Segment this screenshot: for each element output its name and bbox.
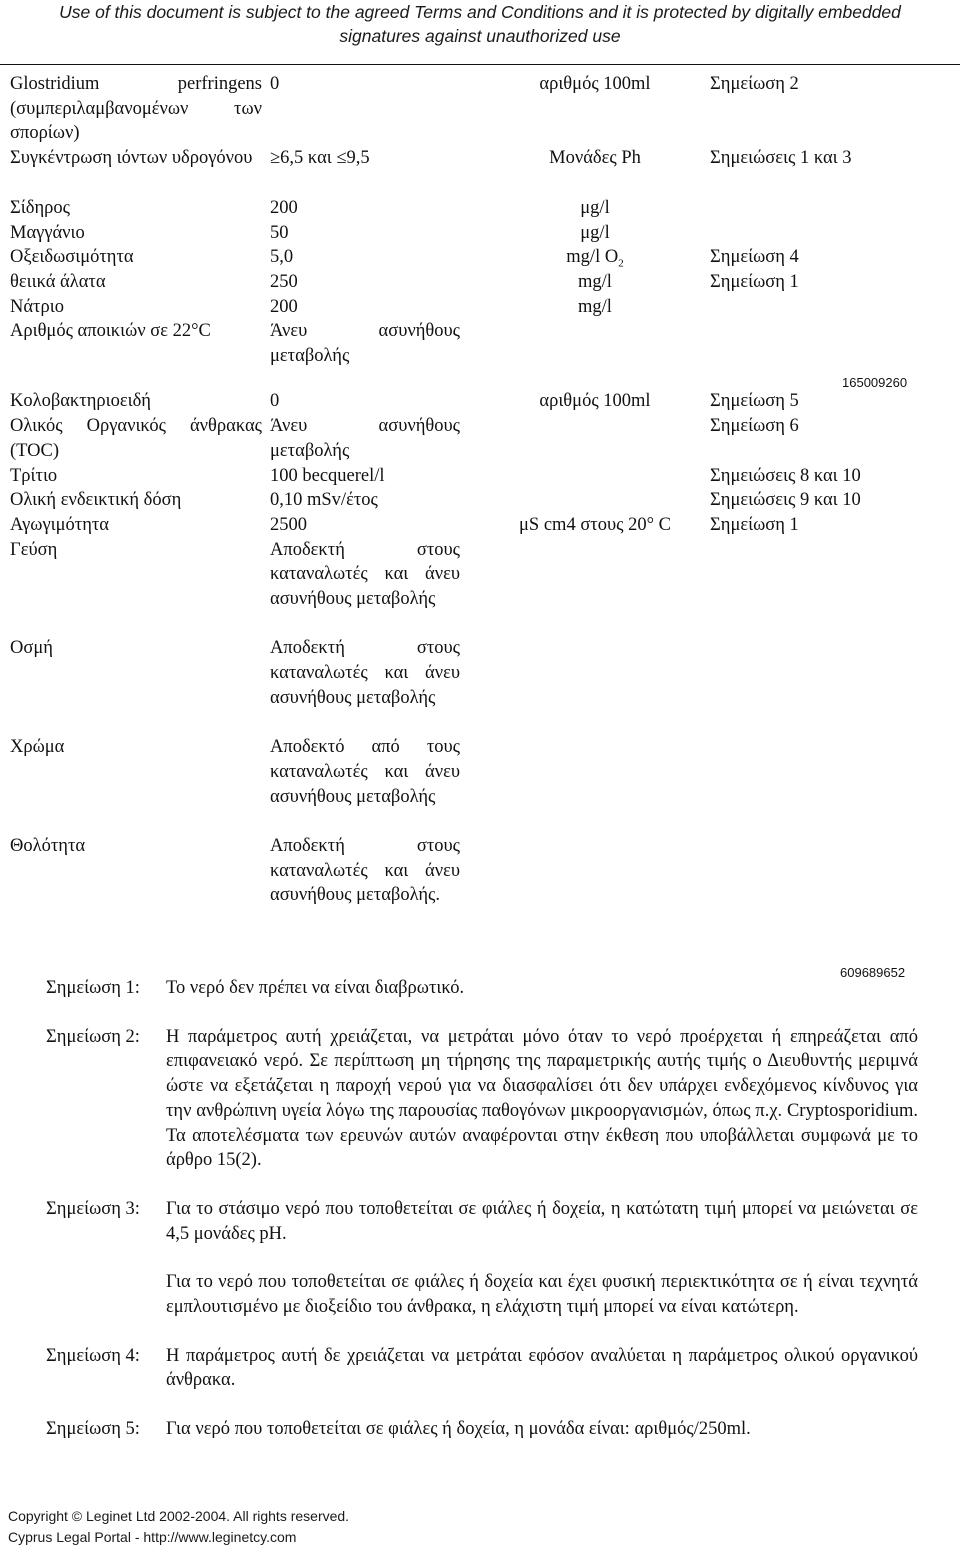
param-name: Σίδηρος (10, 198, 70, 218)
copyright-text: Copyright © Leginet Ltd 2002-2004. All rights reserved. (8, 1508, 350, 1524)
param-unit: μg/l (580, 222, 610, 243)
header-divider (0, 64, 960, 65)
param-name: Γεύση (10, 539, 58, 560)
reference-number: 165009260 (842, 375, 908, 390)
table-row (10, 513, 950, 538)
table-row (10, 146, 950, 196)
table-row (10, 221, 950, 246)
table-row (10, 72, 950, 146)
param-note: Σημείωση 2 (710, 74, 799, 94)
header-line-1: Use of this document is subject to the agreed Terms and Conditions and it is protected by digitally embedded (59, 2, 901, 22)
table-row (10, 295, 950, 320)
table-row (10, 270, 950, 295)
param-value: Άνευ ασυνήθους μεταβολής (270, 321, 460, 367)
param-value: Αποδεκτό από τους καταναλωτές και άνευ ασυνήθους μεταβολής (270, 737, 460, 807)
unit-text: mg/l O (566, 247, 619, 268)
param-note: Σημείωση 1 (710, 514, 799, 535)
note-text (166, 976, 918, 1001)
param-value: 100 becquerel/l (270, 465, 385, 486)
param-value: 2500 (270, 514, 307, 535)
param-unit (480, 245, 710, 270)
param-name: Οσμή (10, 638, 53, 659)
table-row (10, 464, 950, 489)
param-value: 200 (270, 198, 298, 218)
note-text (166, 1417, 918, 1442)
note-item (46, 976, 918, 1001)
note-paragraph: Το νερό δεν πρέπει να είναι διαβρωτικό. (166, 978, 465, 998)
param-value: 0 (270, 391, 280, 412)
param-value: Αποδεκτή στους καταναλωτές και άνευ ασυνήθους μεταβολής (270, 539, 460, 609)
param-note: Σημείωση 1 (710, 272, 799, 293)
param-unit: mg/l (578, 272, 612, 293)
table-row (10, 196, 950, 221)
param-note: Σημείωση 5 (710, 391, 799, 412)
param-name: Οξειδωσιμότητα (10, 247, 134, 268)
note-label: Σημείωση 2: (46, 1026, 140, 1047)
param-note: Σημειώσεις 9 και 10 (710, 490, 861, 511)
param-value: ≥6,5 και ≤9,5 (270, 148, 370, 168)
param-name: Glostridium perfringens (συμπεριλαμβανομένων των σπορίων) (10, 74, 262, 144)
param-note: Σημειώσεις 1 και 3 (710, 148, 852, 168)
param-unit: μS cm4 στους 20° C (519, 514, 671, 535)
note-text (166, 1025, 918, 1173)
note-paragraph: Η παράμετρος αυτή δε χρειάζεται να μετράται εφόσον αναλύεται η παράμετρος ολικού οργανικού άνθρακα. (166, 1345, 918, 1391)
table-row (10, 834, 950, 933)
note-paragraph: Για νερό που τοποθετείται σε φιάλες ή δοχεία, η μονάδα είναι: αριθμός/250ml. (166, 1419, 751, 1440)
table-row (10, 319, 950, 389)
param-name: θειικά άλατα (10, 272, 106, 293)
param-value: Άνευ ασυνήθους μεταβολής (270, 416, 460, 461)
table-row (10, 636, 950, 735)
param-note: Σημείωση 6 (710, 416, 799, 437)
param-name: Νάτριο (10, 296, 64, 317)
param-name: Χρώμα (10, 737, 65, 758)
parameter-table (10, 72, 950, 933)
footer (8, 1506, 349, 1548)
note-paragraph: Η παράμετρος αυτή χρειάζεται, να μετράται μόνο όταν το νερό προέρχεται ή επηρεάζεται από επιφανειακό νερό. Σε περίπτωση μη τήρησης της παραμετρικής αυτής τιμής ο Διευθυντής μεριμνά ώστε να εξετάζεται η παροχή νερού για να διασφαλίσει ότι δεν υπάρχει ενδεχόμενος κίνδυνος για την ανθρώπινη υγεία λόγω της παρουσίας παθογόνων μικροοργανισμών, όπως π.χ. Cryptosporidium. Τα αποτελέσματα των ερευνών αυτών αναφέρονται στην έκθεση που υποβάλλεται συμφωνά με το άρθρο 15(2). (166, 1026, 918, 1171)
param-unit: αριθμός 100ml (539, 74, 651, 94)
param-name: Μαγγάνιο (10, 222, 85, 243)
note-label: Σημείωση 1: (46, 978, 140, 998)
param-note: Σημειώσεις 8 και 10 (710, 465, 861, 486)
header-line-2: signatures against unauthorized use (339, 26, 621, 46)
table-row (10, 245, 950, 270)
param-note: Σημείωση 4 (710, 247, 799, 268)
param-name: Θολότητα (10, 835, 86, 856)
param-name: Τρίτιο (10, 465, 58, 486)
note-item (46, 1197, 918, 1320)
table-row (10, 735, 950, 834)
param-value: 50 (270, 222, 289, 243)
note-label: Σημείωση 4: (46, 1345, 140, 1366)
note-paragraph: Για το στάσιμο νερό που τοποθετείται σε φιάλες ή δοχεία, η κατώτατη τιμή μπορεί να μειώνεται σε 4,5 μονάδες pH. (166, 1198, 918, 1244)
note-label: Σημείωση 5: (46, 1419, 140, 1440)
note-paragraph: Για το νερό που τοποθετείται σε φιάλες ή δοχεία και έχει φυσική περιεκτικότητα σε ή είναι τεχνητά εμπλουτισμένο με διοξείδιο του άνθρακα, η ελάχιστη τιμή μπορεί να είναι κατώτερη. (166, 1272, 918, 1318)
param-name: Ολική ενδεικτική δόση (10, 490, 182, 511)
table-row (10, 488, 950, 513)
portal-link[interactable]: Cyprus Legal Portal - http://www.leginetcy.com (8, 1529, 297, 1545)
param-value: Αποδεκτή στους καταναλωτές και άνευ ασυνήθους μεταβολής (270, 638, 460, 708)
param-value: Αποδεκτή στους καταναλωτές και άνευ ασυνήθους μεταβολής. (270, 835, 460, 906)
param-name: Συγκέντρωση ιόντων υδρογόνου (10, 148, 253, 168)
document-header (0, 0, 960, 48)
notes-section (46, 976, 918, 1442)
param-value: 250 (270, 272, 298, 293)
param-value: 0 (270, 74, 280, 94)
reference-number: 609689652 (840, 965, 906, 980)
param-name: Αριθμός αποικιών σε 22°C (10, 321, 211, 342)
param-unit: αριθμός 100ml (539, 391, 651, 412)
param-value: 5,0 (270, 247, 294, 268)
note-text (166, 1197, 918, 1320)
note-label: Σημείωση 3: (46, 1198, 140, 1219)
table-row (10, 414, 950, 463)
param-unit: mg/l (578, 296, 612, 317)
note-item (46, 1417, 918, 1442)
param-name: Ολικός Οργανικός άνθρακας (TOC) (10, 416, 262, 461)
note-text (166, 1344, 918, 1393)
param-name: Αγωγιμότητα (10, 514, 109, 535)
param-unit: Μονάδες Ph (549, 148, 641, 168)
note-item (46, 1025, 918, 1173)
table-row (10, 538, 950, 637)
param-value: 200 (270, 296, 298, 317)
unit-subscript: 2 (618, 258, 624, 271)
param-name: Κολοβακτηριοειδή (10, 391, 151, 412)
note-item (46, 1344, 918, 1393)
table-row (10, 389, 950, 414)
param-unit: μg/l (580, 198, 610, 218)
param-value: 0,10 mSv/έτος (270, 490, 378, 511)
